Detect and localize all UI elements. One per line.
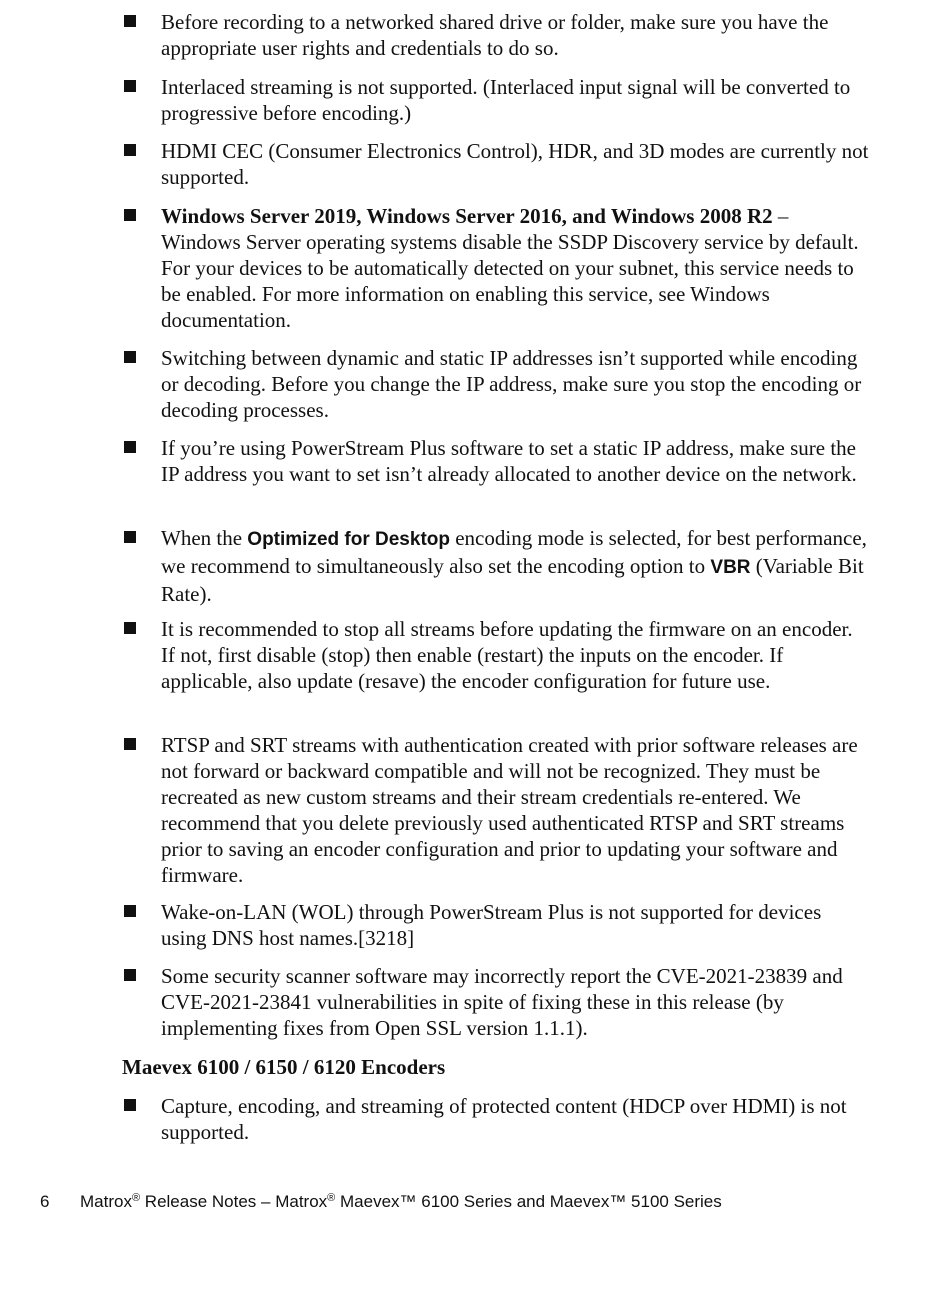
bullet-text: If you’re using PowerStream Plus software to set a static IP address, make sure the IP address you want to set isn’t already allocated to another device on the network.: [161, 436, 857, 486]
optimized-mid-text: encoding mode is selected, for best performance, we recommend to simultaneously also set the encoding option to: [161, 526, 867, 578]
bullet-text: Some security scanner software may incorrectly report the CVE-2021-23839 and CVE-2021-23841 vulnerabilities in spite of fixing these in this release (by implementing fixes from Open SSL version 1.1.1).: [161, 964, 843, 1040]
bullet-text: Capture, encoding, and streaming of protected content (HDCP over HDMI) is not supported.: [161, 1094, 847, 1144]
registered-mark: ®: [131, 1192, 141, 1204]
bullet-square-icon: [124, 622, 136, 634]
bullet-square-icon: [124, 209, 136, 221]
bullet-text: Interlaced streaming is not supported. (Interlaced input signal will be converted to progressive before encoding.): [161, 75, 851, 125]
bullet-square-icon: [124, 905, 136, 917]
bullet-square-icon: [124, 531, 136, 543]
bullet-square-icon: [124, 1099, 136, 1111]
bullet-square-icon: [124, 351, 136, 363]
bullet-text: Wake-on-LAN (WOL) through PowerStream Plus is not supported for devices using DNS host names.[3218]: [161, 900, 822, 950]
bullet-text: HDMI CEC (Consumer Electronics Control), HDR, and 3D modes are currently not supported.: [161, 139, 869, 189]
bullet-square-icon: [124, 80, 136, 92]
page-number: 6: [40, 1192, 50, 1211]
registered-mark: ®: [327, 1192, 336, 1204]
bullet-text: Switching between dynamic and static IP addresses isn’t supported while encoding or decoding. Before you change the IP address, make sure you stop the encoding or decoding processes.: [161, 346, 862, 422]
footer-title: [80, 1191, 722, 1213]
footer-text-a: Release Notes – Matrox: [140, 1192, 328, 1211]
bullet-square-icon: [124, 738, 136, 750]
vbr-label: VBR: [710, 557, 751, 578]
windows-server-text: – Windows Server operating systems disable the SSDP Discovery service by default. For your devices to be automatically detected on your subnet, this service needs to be enabled. For more information on enabling this service, see Windows documentation.: [161, 204, 859, 332]
bullet-text: Before recording to a networked shared drive or folder, make sure you have the appropriate user rights and credentials to do so.: [161, 10, 829, 60]
bullet-square-icon: [124, 144, 136, 156]
bullet-text: [161, 525, 871, 607]
optimized-pre-text: When the: [161, 526, 248, 550]
bullet-text: It is recommended to stop all streams before updating the firmware on an encoder. If not, first disable (stop) then enable (restart) the inputs on the encoder. If applicable, also update (resave) the encoder configuration for future use.: [161, 617, 853, 693]
section-heading: Maevex 6100 / 6150 / 6120 Encoders: [122, 1055, 446, 1079]
optimized-post-text: (Variable Bit Rate).: [161, 554, 864, 606]
bullet-square-icon: [124, 441, 136, 453]
bullet-text: RTSP and SRT streams with authentication created with prior software releases are not forward or backward compatible and will not be recognized. They must be recreated as new custom streams and their stream credentials re-entered. We recommend that you delete previously used authenticated RTSP and SRT streams prior to saving an encoder configuration and prior to updating your software and firmware.: [161, 733, 858, 887]
windows-server-lead: Windows Server 2019, Windows Server 2016, and Windows 2008 R2: [161, 204, 773, 228]
optimized-for-desktop-label: Optimized for Desktop: [247, 529, 450, 550]
bullet-square-icon: [124, 15, 136, 27]
bullet-text: [161, 203, 871, 333]
footer-brand: Matrox: [80, 1192, 132, 1211]
bullet-square-icon: [124, 969, 136, 981]
footer-text-b: Maevex™ 6100 Series and Maevex™ 5100 Series: [335, 1192, 722, 1211]
